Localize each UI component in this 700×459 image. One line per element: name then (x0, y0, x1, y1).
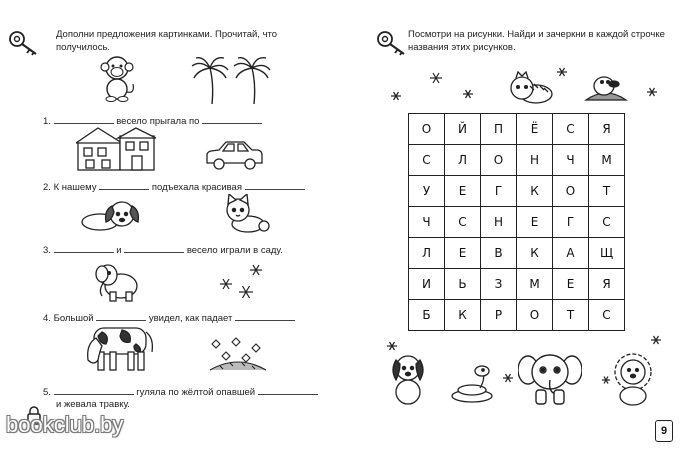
sentence-text: К нашему (53, 182, 97, 193)
grid-cell[interactable]: Е (553, 269, 589, 300)
grid-cell[interactable]: Л (409, 238, 445, 269)
sentence-2 (43, 180, 305, 193)
puppy-icon (80, 196, 142, 234)
grid-cell[interactable]: П (481, 114, 517, 145)
right-instruction: Посмотри на рисунки. Найди и зачеркни в каждой строчке названия этих рисунков. (408, 29, 665, 53)
grid-cell[interactable]: К (517, 238, 553, 269)
grid-cell[interactable]: Я (589, 269, 625, 300)
key-icon (376, 30, 410, 56)
grid-cell[interactable]: В (481, 238, 517, 269)
answer-blank[interactable] (54, 114, 114, 124)
grid-cell[interactable]: Г (553, 207, 589, 238)
page-number: 9 (655, 420, 673, 442)
grid-cell[interactable]: О (517, 300, 553, 331)
cow-icon (78, 324, 158, 372)
answer-blank[interactable] (96, 311, 146, 321)
grid-cell[interactable]: Е (517, 207, 553, 238)
grid-cell[interactable]: З (481, 269, 517, 300)
leaves-icon (206, 336, 268, 372)
grid-cell[interactable]: О (481, 145, 517, 176)
dog-icon (388, 352, 428, 406)
grid-row (409, 207, 625, 238)
grid-cell[interactable]: С (589, 207, 625, 238)
kitten-icon (218, 194, 270, 234)
grid-cell[interactable]: К (517, 176, 553, 207)
grid-cell[interactable]: Л (445, 145, 481, 176)
grid-cell[interactable]: С (553, 114, 589, 145)
sentence-text: увидел, как падает (148, 313, 233, 324)
grid-cell[interactable]: Е (445, 238, 481, 269)
grid-row (409, 114, 625, 145)
grid-cell[interactable]: Ч (409, 207, 445, 238)
grid-cell[interactable]: Б (409, 300, 445, 331)
watermark: bookclub.by (6, 412, 124, 437)
tiger-icon (508, 68, 554, 106)
sentence-number: 4. (43, 313, 51, 324)
snowflake-icon (212, 262, 272, 302)
sentence-5-line2: и жевала травку. (56, 399, 130, 410)
grid-cell[interactable]: О (409, 114, 445, 145)
grid-cell[interactable]: Ё (517, 114, 553, 145)
answer-blank[interactable] (99, 180, 149, 190)
grid-cell[interactable]: О (553, 176, 589, 207)
grid-row (409, 300, 625, 331)
monkey-icon (96, 54, 138, 102)
grid-cell[interactable]: С (409, 145, 445, 176)
grid-cell[interactable]: С (589, 300, 625, 331)
answer-blank[interactable] (54, 243, 114, 253)
grid-cell[interactable]: К (445, 300, 481, 331)
grid-row (409, 238, 625, 269)
grid-cell[interactable]: Ч (553, 145, 589, 176)
mole-icon (584, 68, 628, 102)
grid-cell[interactable]: Щ (589, 238, 625, 269)
grid-cell[interactable]: И (409, 269, 445, 300)
elephant-icon (518, 350, 582, 406)
grid-cell[interactable]: С (445, 207, 481, 238)
sentence-text: и (116, 245, 122, 256)
grid-cell[interactable]: Г (481, 176, 517, 207)
snake-icon (448, 364, 496, 404)
grid-cell[interactable]: Н (517, 145, 553, 176)
grid-cell[interactable]: Т (589, 176, 625, 207)
answer-blank[interactable] (54, 385, 134, 395)
sentence-number: 5. (43, 387, 51, 398)
grid-row (409, 176, 625, 207)
answer-blank[interactable] (202, 114, 262, 124)
grid-cell[interactable]: Н (481, 207, 517, 238)
sentence-number: 1. (43, 116, 51, 127)
sentence-5 (43, 385, 318, 398)
grid-cell[interactable]: Т (553, 300, 589, 331)
key-icon (8, 30, 42, 56)
lion-icon (608, 352, 658, 406)
left-page (0, 0, 345, 459)
sentence-number: 3. (43, 245, 51, 256)
sentence-text: гуляла по жёлтой опавшей (136, 387, 256, 398)
grid-row (409, 269, 625, 300)
letter-grid (408, 113, 625, 331)
palm-trees-icon (190, 54, 280, 106)
answer-blank[interactable] (124, 243, 184, 253)
grid-cell[interactable]: М (589, 145, 625, 176)
answer-blank[interactable] (245, 180, 305, 190)
car-icon (204, 139, 264, 171)
grid-cell[interactable]: Ь (445, 269, 481, 300)
answer-blank[interactable] (258, 385, 318, 395)
house-icon (76, 126, 156, 172)
sentence-3 (43, 243, 283, 256)
grid-cell[interactable]: М (517, 269, 553, 300)
grid-cell[interactable]: Р (481, 300, 517, 331)
grid-cell[interactable]: У (409, 176, 445, 207)
grid-cell[interactable]: А (553, 238, 589, 269)
left-instruction: Дополни предложения картинками. Прочитай, что получилось. (56, 29, 278, 53)
answer-blank[interactable] (235, 311, 295, 321)
sentence-text: Большой (53, 313, 94, 324)
grid-cell[interactable]: Й (445, 114, 481, 145)
elephant-icon (94, 262, 140, 302)
sentence-number: 2. (43, 182, 51, 193)
grid-row (409, 145, 625, 176)
sentence-text: весело играли в саду. (186, 245, 283, 256)
sentence-4 (43, 311, 295, 324)
sentence-text: подъехала красивая (151, 182, 242, 193)
grid-cell[interactable]: Е (445, 176, 481, 207)
grid-cell[interactable]: Я (589, 114, 625, 145)
sentence-text: весело прыгала по (116, 116, 200, 127)
